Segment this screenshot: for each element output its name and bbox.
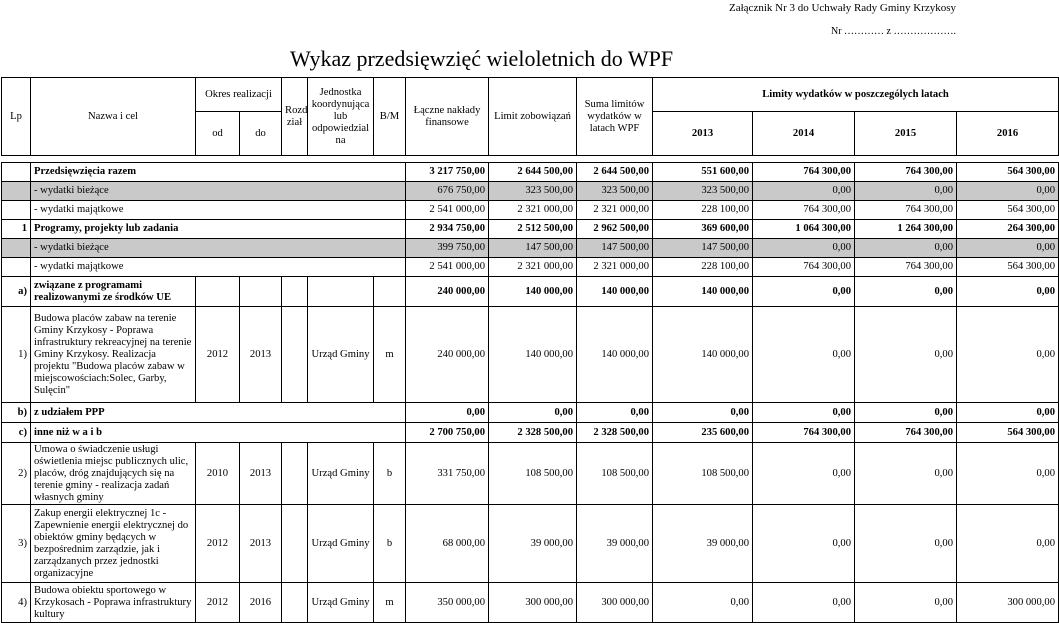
col-limits-header: Limity wydatków w poszczególych latach bbox=[653, 78, 1059, 112]
table-row bbox=[2, 220, 1059, 239]
cell-2014: 0,00 bbox=[753, 443, 855, 505]
cell-commitment: 108 500,00 bbox=[489, 443, 577, 505]
cell-lp bbox=[2, 201, 31, 220]
cell-sum: 2 321 000,00 bbox=[577, 201, 653, 220]
cell-2014: 0,00 bbox=[753, 239, 855, 258]
cell-sum: 147 500,00 bbox=[577, 239, 653, 258]
cell-from: 2012 bbox=[196, 505, 240, 583]
cell-commitment: 300 000,00 bbox=[489, 583, 577, 623]
cell-section bbox=[282, 443, 308, 505]
cell-2013: 0,00 bbox=[653, 583, 753, 623]
col-2015: 2015 bbox=[855, 112, 957, 156]
cell-from: 2012 bbox=[196, 583, 240, 623]
attachment-note: Załącznik Nr 3 do Uchwały Rady Gminy Krzykosy bbox=[729, 2, 956, 14]
cell-2014: 764 300,00 bbox=[753, 423, 855, 443]
cell-2013: 228 100,00 bbox=[653, 201, 753, 220]
cell-2014: 0,00 bbox=[753, 307, 855, 403]
cell-2013: 0,00 bbox=[653, 403, 753, 423]
cell-from: 2010 bbox=[196, 443, 240, 505]
cell-bm bbox=[374, 277, 406, 307]
cell-2015: 1 264 300,00 bbox=[855, 220, 957, 239]
cell-to: 2013 bbox=[240, 307, 282, 403]
cell-name: związane z programami realizowanymi ze środków UE bbox=[31, 277, 196, 307]
cell-total: 331 750,00 bbox=[406, 443, 489, 505]
wpf-table bbox=[1, 77, 1059, 623]
cell-sum: 300 000,00 bbox=[577, 583, 653, 623]
cell-2014: 0,00 bbox=[753, 505, 855, 583]
col-from: od bbox=[196, 112, 240, 156]
cell-2016: 0,00 bbox=[957, 277, 1059, 307]
cell-lp bbox=[2, 239, 31, 258]
cell-commitment: 2 512 500,00 bbox=[489, 220, 577, 239]
cell-to: 2013 bbox=[240, 505, 282, 583]
cell-total: 350 000,00 bbox=[406, 583, 489, 623]
cell-sum: 39 000,00 bbox=[577, 505, 653, 583]
cell-2016: 0,00 bbox=[957, 443, 1059, 505]
table-row bbox=[2, 403, 1059, 423]
cell-name: - wydatki majątkowe bbox=[31, 201, 406, 220]
cell-unit: Urząd Gminy bbox=[308, 505, 374, 583]
cell-unit: Urząd Gminy bbox=[308, 583, 374, 623]
col-name: Nazwa i cel bbox=[31, 78, 196, 156]
cell-2013: 108 500,00 bbox=[653, 443, 753, 505]
table-row bbox=[2, 583, 1059, 623]
cell-2014: 0,00 bbox=[753, 277, 855, 307]
table-row bbox=[2, 201, 1059, 220]
cell-2014: 0,00 bbox=[753, 583, 855, 623]
cell-lp: 4) bbox=[2, 583, 31, 623]
cell-2016: 264 300,00 bbox=[957, 220, 1059, 239]
cell-2016: 0,00 bbox=[957, 505, 1059, 583]
cell-to: 2016 bbox=[240, 583, 282, 623]
cell-total: 2 541 000,00 bbox=[406, 258, 489, 277]
cell-total: 2 700 750,00 bbox=[406, 423, 489, 443]
table-row bbox=[2, 443, 1059, 505]
cell-2013: 369 600,00 bbox=[653, 220, 753, 239]
cell-lp bbox=[2, 182, 31, 201]
cell-total: 399 750,00 bbox=[406, 239, 489, 258]
cell-sum: 108 500,00 bbox=[577, 443, 653, 505]
page-title: Wykaz przedsięwzięć wieloletnich do WPF bbox=[290, 46, 674, 71]
cell-2015: 0,00 bbox=[855, 307, 957, 403]
cell-total: 240 000,00 bbox=[406, 307, 489, 403]
cell-section bbox=[282, 277, 308, 307]
cell-2016: 564 300,00 bbox=[957, 163, 1059, 182]
cell-sum: 140 000,00 bbox=[577, 277, 653, 307]
table-row bbox=[2, 505, 1059, 583]
cell-total: 68 000,00 bbox=[406, 505, 489, 583]
cell-sum: 2 321 000,00 bbox=[577, 258, 653, 277]
cell-commitment: 2 321 000,00 bbox=[489, 258, 577, 277]
cell-2013: 228 100,00 bbox=[653, 258, 753, 277]
cell-2016: 0,00 bbox=[957, 307, 1059, 403]
cell-commitment: 140 000,00 bbox=[489, 307, 577, 403]
cell-commitment: 39 000,00 bbox=[489, 505, 577, 583]
cell-total: 676 750,00 bbox=[406, 182, 489, 201]
cell-lp: 1) bbox=[2, 307, 31, 403]
cell-2016: 564 300,00 bbox=[957, 258, 1059, 277]
cell-2013: 39 000,00 bbox=[653, 505, 753, 583]
cell-sum: 2 644 500,00 bbox=[577, 163, 653, 182]
cell-commitment: 0,00 bbox=[489, 403, 577, 423]
cell-name: Budowa placów zabaw na terenie Gminy Krzykosy - Poprawa infrastruktury rekreacyjnej na terenie Gminy Krzykosy. Realizacja projektu "Budowa placów zabaw w miejscowościach:Solec, Garby, Sulęcin" bbox=[31, 307, 196, 403]
col-2014: 2014 bbox=[753, 112, 855, 156]
cell-total: 0,00 bbox=[406, 403, 489, 423]
cell-sum: 2 962 500,00 bbox=[577, 220, 653, 239]
cell-sum: 0,00 bbox=[577, 403, 653, 423]
col-period: Okres realizacji bbox=[196, 78, 282, 112]
cell-2013: 323 500,00 bbox=[653, 182, 753, 201]
table-row bbox=[2, 423, 1059, 443]
cell-total: 2 934 750,00 bbox=[406, 220, 489, 239]
col-bm: B/M bbox=[374, 78, 406, 156]
cell-commitment: 147 500,00 bbox=[489, 239, 577, 258]
cell-2015: 764 300,00 bbox=[855, 201, 957, 220]
table-body bbox=[2, 163, 1059, 623]
cell-2015: 0,00 bbox=[855, 277, 957, 307]
table-row bbox=[2, 239, 1059, 258]
cell-from bbox=[196, 277, 240, 307]
table-row bbox=[2, 163, 1059, 182]
cell-unit: Urząd Gminy bbox=[308, 443, 374, 505]
cell-name: inne niż w a i b bbox=[31, 423, 406, 443]
cell-name: Zakup energii elektrycznej 1c - Zapewnienie energii elektrycznej do obiektów gminy będących w bezpośrednim zarządzie, jak i zarządzanych przez jednostki organizacyjne bbox=[31, 505, 196, 583]
cell-name: Programy, projekty lub zadania bbox=[31, 220, 406, 239]
cell-2016: 564 300,00 bbox=[957, 423, 1059, 443]
col-2013: 2013 bbox=[653, 112, 753, 156]
cell-section bbox=[282, 307, 308, 403]
cell-2013: 140 000,00 bbox=[653, 277, 753, 307]
cell-commitment: 140 000,00 bbox=[489, 277, 577, 307]
cell-sum: 2 328 500,00 bbox=[577, 423, 653, 443]
cell-2015: 764 300,00 bbox=[855, 423, 957, 443]
col-total-cost: Łączne nakłady finansowe bbox=[406, 78, 489, 156]
cell-2013: 235 600,00 bbox=[653, 423, 753, 443]
cell-2015: 764 300,00 bbox=[855, 258, 957, 277]
cell-sum: 140 000,00 bbox=[577, 307, 653, 403]
cell-2015: 764 300,00 bbox=[855, 163, 957, 182]
cell-name: - wydatki majątkowe bbox=[31, 258, 406, 277]
cell-2013: 140 000,00 bbox=[653, 307, 753, 403]
cell-2013: 147 500,00 bbox=[653, 239, 753, 258]
cell-2016: 0,00 bbox=[957, 403, 1059, 423]
resolution-number: Nr ………… z ………………. bbox=[831, 26, 956, 37]
table-row bbox=[2, 182, 1059, 201]
cell-lp: c) bbox=[2, 423, 31, 443]
col-commitment-limit: Limit zobowiązań bbox=[489, 78, 577, 156]
cell-unit: Urząd Gminy bbox=[308, 307, 374, 403]
cell-2016: 300 000,00 bbox=[957, 583, 1059, 623]
cell-2014: 764 300,00 bbox=[753, 201, 855, 220]
cell-lp: a) bbox=[2, 277, 31, 307]
cell-2015: 0,00 bbox=[855, 239, 957, 258]
cell-from: 2012 bbox=[196, 307, 240, 403]
col-lp: Lp bbox=[2, 78, 31, 156]
cell-2015: 0,00 bbox=[855, 505, 957, 583]
cell-commitment: 323 500,00 bbox=[489, 182, 577, 201]
cell-bm: b bbox=[374, 505, 406, 583]
cell-name: - wydatki bieżące bbox=[31, 239, 406, 258]
cell-2016: 0,00 bbox=[957, 239, 1059, 258]
cell-to: 2013 bbox=[240, 443, 282, 505]
spacer bbox=[2, 156, 1059, 163]
cell-total: 240 000,00 bbox=[406, 277, 489, 307]
cell-commitment: 2 644 500,00 bbox=[489, 163, 577, 182]
cell-total: 3 217 750,00 bbox=[406, 163, 489, 182]
cell-2014: 0,00 bbox=[753, 182, 855, 201]
col-to: do bbox=[240, 112, 282, 156]
cell-2015: 0,00 bbox=[855, 182, 957, 201]
cell-to bbox=[240, 277, 282, 307]
cell-name: z udziałem PPP bbox=[31, 403, 406, 423]
cell-lp bbox=[2, 163, 31, 182]
cell-name: Umowa o świadczenie usługi oświetlenia miejsc publicznych ulic, placów, dróg znajdujących się na terenie gminy - realizacja zadań własnych gminy bbox=[31, 443, 196, 505]
cell-lp bbox=[2, 258, 31, 277]
cell-bm: m bbox=[374, 583, 406, 623]
table-row bbox=[2, 277, 1059, 307]
cell-section bbox=[282, 583, 308, 623]
col-section: Rozd ział bbox=[282, 78, 308, 156]
table-row bbox=[2, 258, 1059, 277]
cell-section bbox=[282, 505, 308, 583]
col-sum-limits: Suma limitów wydatków w latach WPF bbox=[577, 78, 653, 156]
cell-2015: 0,00 bbox=[855, 583, 957, 623]
cell-commitment: 2 321 000,00 bbox=[489, 201, 577, 220]
col-unit: Jednostka koordynująca lub odpowiedzial na bbox=[308, 78, 374, 156]
cell-bm: m bbox=[374, 307, 406, 403]
cell-2016: 0,00 bbox=[957, 182, 1059, 201]
cell-2013: 551 600,00 bbox=[653, 163, 753, 182]
cell-lp: 3) bbox=[2, 505, 31, 583]
cell-name: Przedsięwzięcia razem bbox=[31, 163, 406, 182]
cell-lp: b) bbox=[2, 403, 31, 423]
cell-lp: 2) bbox=[2, 443, 31, 505]
cell-2014: 0,00 bbox=[753, 403, 855, 423]
col-2016: 2016 bbox=[957, 112, 1059, 156]
cell-lp: 1 bbox=[2, 220, 31, 239]
cell-2015: 0,00 bbox=[855, 443, 957, 505]
cell-total: 2 541 000,00 bbox=[406, 201, 489, 220]
cell-2015: 0,00 bbox=[855, 403, 957, 423]
cell-name: Budowa obiektu sportowego w Krzykosach - Poprawa infrastruktury kultury bbox=[31, 583, 196, 623]
cell-name: - wydatki bieżące bbox=[31, 182, 406, 201]
cell-2014: 764 300,00 bbox=[753, 258, 855, 277]
cell-sum: 323 500,00 bbox=[577, 182, 653, 201]
cell-bm: b bbox=[374, 443, 406, 505]
cell-2016: 564 300,00 bbox=[957, 201, 1059, 220]
cell-commitment: 2 328 500,00 bbox=[489, 423, 577, 443]
cell-2014: 1 064 300,00 bbox=[753, 220, 855, 239]
table-row bbox=[2, 307, 1059, 403]
cell-2014: 764 300,00 bbox=[753, 163, 855, 182]
cell-unit bbox=[308, 277, 374, 307]
